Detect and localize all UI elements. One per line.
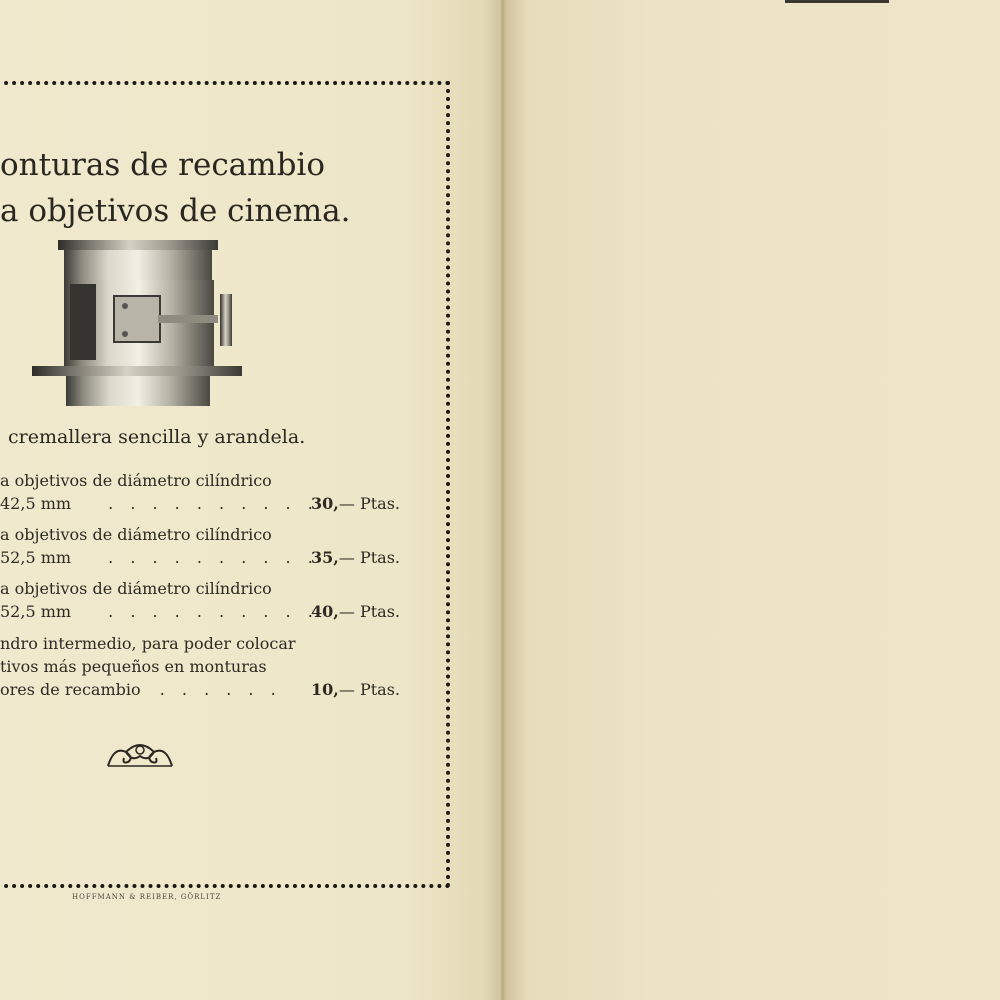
item-description: a objetivos de diámetro cilíndrico xyxy=(0,525,272,544)
ornament-icon xyxy=(104,736,176,770)
mount-description: cremallera sencilla y arandela. xyxy=(8,426,306,448)
item-price: 10,— Ptas. xyxy=(311,680,400,699)
title-line-1: onturas de recambio xyxy=(0,147,325,183)
leader-dots: . . . . . . . . . . xyxy=(108,602,319,621)
leader-dots: . . . . . . xyxy=(159,680,282,699)
item-diameter: 52,5 mm xyxy=(0,602,72,621)
page-title xyxy=(0,142,440,234)
price-item xyxy=(0,632,400,701)
price-item xyxy=(0,577,400,623)
leader-dots: . . . . . . . . . . xyxy=(108,548,319,567)
item-price: 35,— Ptas. xyxy=(311,548,400,567)
leader-dots: . . . . . . . . . . xyxy=(108,494,319,513)
item-description: ndro intermedio, para poder colocar xyxy=(0,634,296,653)
item-description: ores de recambio xyxy=(0,680,141,699)
right-page-blank xyxy=(503,0,1000,1000)
item-diameter: 42,5 mm xyxy=(0,494,72,513)
price-item xyxy=(0,523,400,569)
item-description: a objetivos de diámetro cilíndrico xyxy=(0,471,272,490)
item-description: a objetivos de diámetro cilíndrico xyxy=(0,579,272,598)
printer-imprint: HOFFMANN & REIBER, GÖRLITZ xyxy=(72,893,222,901)
top-edge-tab xyxy=(785,0,889,3)
price-item xyxy=(0,469,400,515)
title-line-2: a objetivos de cinema. xyxy=(0,193,351,229)
item-price: 30,— Ptas. xyxy=(311,494,400,513)
item-diameter: 52,5 mm xyxy=(0,548,72,567)
item-description: tivos más pequeños en monturas xyxy=(0,657,267,676)
book-gutter xyxy=(499,0,507,1000)
item-price: 40,— Ptas. xyxy=(311,602,400,621)
lens-mount-illustration xyxy=(30,236,246,408)
